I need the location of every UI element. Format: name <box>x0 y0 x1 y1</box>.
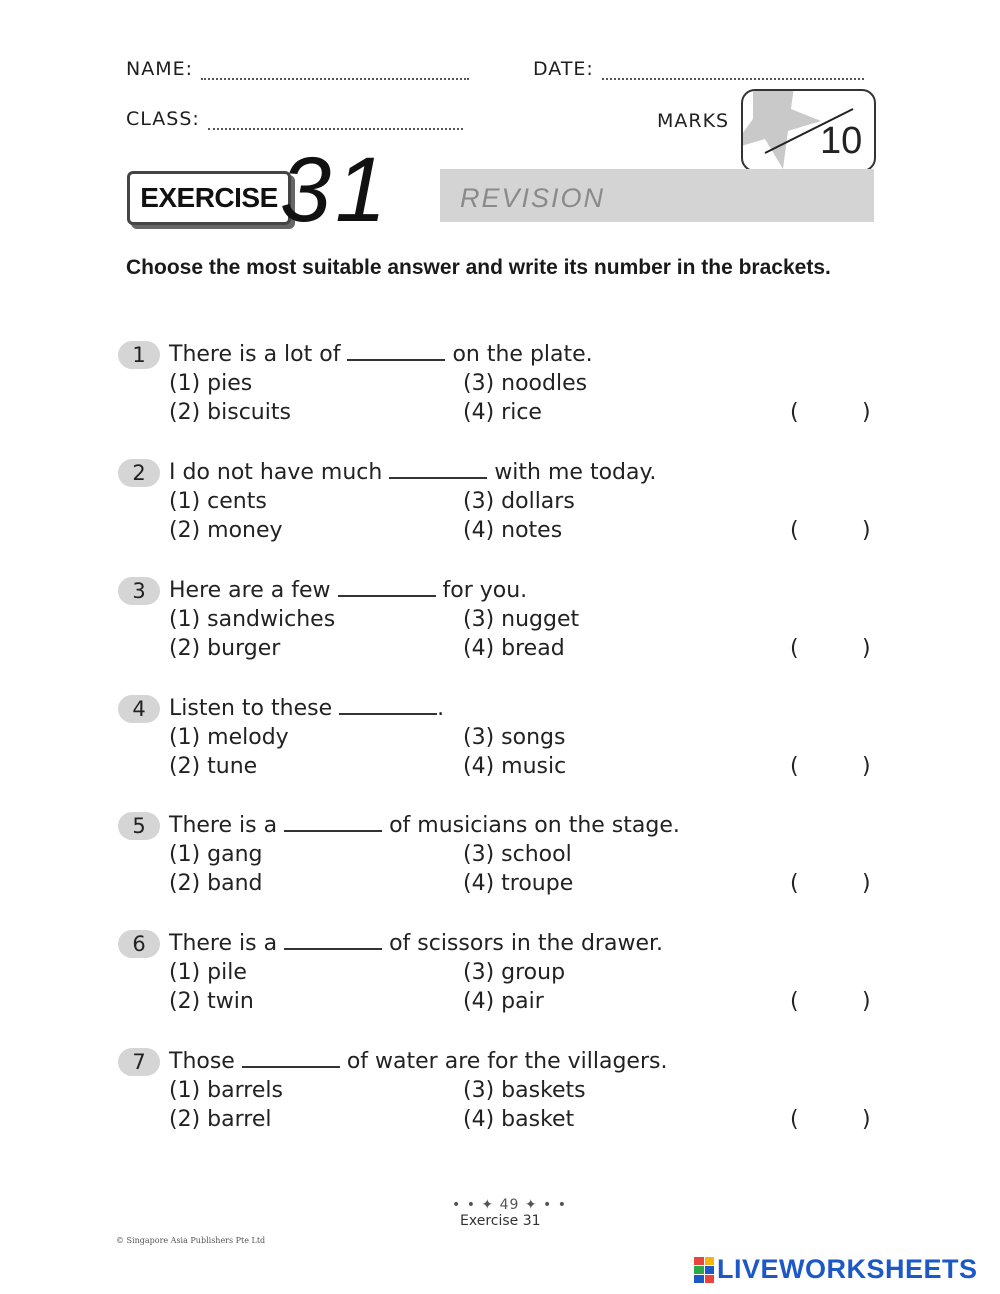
bracket-open: ( <box>790 989 799 1014</box>
date-field[interactable] <box>533 58 864 80</box>
option-4: (4) basket <box>463 1107 575 1132</box>
option-4: (4) rice <box>463 400 542 425</box>
exercise-label: EXERCISE <box>140 182 278 213</box>
date-label: DATE: <box>533 58 594 80</box>
answer-blank[interactable] <box>284 930 382 950</box>
question-number: 2 <box>118 459 160 487</box>
name-label: NAME: <box>126 58 194 80</box>
question-number: 4 <box>118 695 160 723</box>
answer-blank[interactable] <box>338 577 436 597</box>
option-3: (3) baskets <box>463 1078 586 1103</box>
answer-blank[interactable] <box>389 459 487 479</box>
section-title: REVISION <box>460 183 606 213</box>
exercise-label-box <box>127 171 291 225</box>
question-6 <box>118 930 878 1030</box>
option-1: (1) pies <box>169 371 253 396</box>
bracket-open: ( <box>790 400 799 425</box>
option-4: (4) bread <box>463 636 565 661</box>
option-2: (2) money <box>169 518 283 543</box>
question-number: 7 <box>118 1048 160 1076</box>
class-label: CLASS: <box>126 108 200 130</box>
option-3: (3) songs <box>463 725 566 750</box>
question-7 <box>118 1048 878 1148</box>
question-5 <box>118 812 878 912</box>
bracket-open: ( <box>790 754 799 779</box>
question-stem: Here are a few for you. <box>169 578 528 603</box>
date-line[interactable] <box>602 68 864 80</box>
question-stem: Those of water are for the villagers. <box>169 1049 668 1074</box>
option-1: (1) cents <box>169 489 267 514</box>
option-1: (1) melody <box>169 725 289 750</box>
option-2: (2) twin <box>169 989 254 1014</box>
option-2: (2) tune <box>169 754 258 779</box>
option-3: (3) group <box>463 960 566 985</box>
marks-total: 10 <box>820 120 863 162</box>
brand-name: LIVEWORKSHEETS <box>717 1254 978 1284</box>
liveworksheets-logo-icon <box>694 1257 714 1283</box>
question-2 <box>118 459 878 559</box>
question-4 <box>118 695 878 795</box>
copyright: © Singapore Asia Publishers Pte Ltd <box>116 1236 266 1245</box>
bracket-open: ( <box>790 871 799 896</box>
answer-blank[interactable] <box>347 341 445 361</box>
bracket-close: ) <box>862 1107 871 1132</box>
option-1: (1) pile <box>169 960 247 985</box>
exercise-number: 31 <box>280 139 391 241</box>
question-number: 3 <box>118 577 160 605</box>
question-number: 5 <box>118 812 160 840</box>
bracket-open: ( <box>790 518 799 543</box>
bracket-close: ) <box>862 989 871 1014</box>
class-line[interactable] <box>208 118 463 130</box>
bracket-open: ( <box>790 636 799 661</box>
instruction: Choose the most suitable answer and write its number in the brackets. <box>126 256 831 279</box>
section-title-bar <box>440 169 874 222</box>
name-field[interactable] <box>126 58 469 80</box>
answer-blank[interactable] <box>339 695 437 715</box>
bracket-close: ) <box>862 754 871 779</box>
question-stem: I do not have much with me today. <box>169 460 657 485</box>
option-1: (1) sandwiches <box>169 607 336 632</box>
option-1: (1) barrels <box>169 1078 283 1103</box>
question-stem: There is a lot of on the plate. <box>169 342 593 367</box>
option-4: (4) music <box>463 754 567 779</box>
bracket-close: ) <box>862 871 871 896</box>
option-2: (2) barrel <box>169 1107 272 1132</box>
question-number: 1 <box>118 341 160 369</box>
option-4: (4) pair <box>463 989 544 1014</box>
option-2: (2) burger <box>169 636 281 661</box>
name-line[interactable] <box>201 68 469 80</box>
question-1 <box>118 341 878 441</box>
marks-label: MARKS <box>657 110 730 132</box>
liveworksheets-brand[interactable] <box>694 1254 978 1285</box>
option-3: (3) nugget <box>463 607 580 632</box>
bracket-close: ) <box>862 636 871 661</box>
question-stem: There is a of musicians on the stage. <box>169 813 680 838</box>
option-4: (4) troupe <box>463 871 574 896</box>
bracket-close: ) <box>862 400 871 425</box>
exercise-caption: Exercise 31 <box>460 1213 541 1229</box>
bracket-open: ( <box>790 1107 799 1132</box>
option-2: (2) biscuits <box>169 400 291 425</box>
class-field[interactable] <box>126 108 463 130</box>
question-number: 6 <box>118 930 160 958</box>
bracket-close: ) <box>862 518 871 543</box>
option-3: (3) noodles <box>463 371 588 396</box>
answer-blank[interactable] <box>242 1048 340 1068</box>
option-2: (2) band <box>169 871 263 896</box>
answer-blank[interactable] <box>284 812 382 832</box>
question-3 <box>118 577 878 677</box>
option-3: (3) school <box>463 842 572 867</box>
option-1: (1) gang <box>169 842 263 867</box>
question-stem: There is a of scissors in the drawer. <box>169 931 663 956</box>
option-3: (3) dollars <box>463 489 575 514</box>
page-number: • • ✦ 49 ✦ • • <box>452 1197 568 1213</box>
question-stem: Listen to these . <box>169 696 445 721</box>
option-4: (4) notes <box>463 518 563 543</box>
